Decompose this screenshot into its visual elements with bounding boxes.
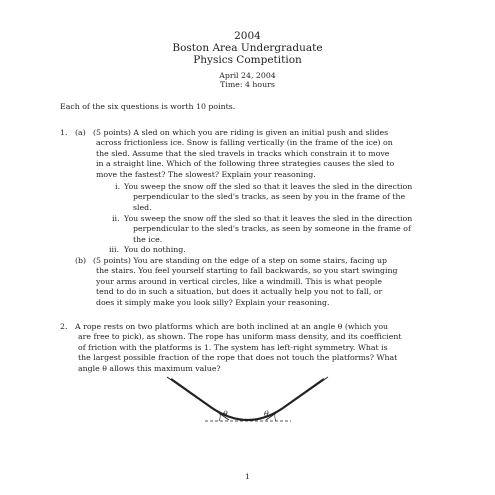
question-1a-line: the sled. Assume that the sled travels in tracks which constrain it to move	[96, 148, 390, 158]
question-2-line: A rope rests on two platforms which are both inclined at an angle θ (which you	[75, 322, 389, 331]
option-iii-label: iii.	[109, 245, 119, 254]
exam-year: 2004	[234, 30, 261, 42]
instructions: Each of the six questions is worth 10 points.	[60, 102, 236, 111]
option-line: sled.	[133, 202, 152, 212]
question-2-line: angle θ allows this maximum value?	[78, 363, 221, 373]
theta-label-right: θ	[264, 409, 269, 418]
question-1-number: 1.	[60, 128, 68, 137]
option-line: You sweep the snow off the sled so that it leaves the sled in the direction	[124, 182, 413, 191]
option-line: You sweep the snow off the sled so that it leaves the sled in the direction	[124, 214, 413, 223]
exam-title: Boston Area Undergraduate	[172, 42, 323, 54]
question-2-line: are free to pick), as shown. The rope has uniform mass density, and its coefficient	[78, 332, 402, 342]
exam-subtitle: Physics Competition	[193, 54, 302, 66]
right-angle-arc	[275, 414, 276, 421]
rope	[171, 379, 324, 420]
question-2-line: the largest possible fraction of the rope that does not touch the platforms? What	[78, 353, 398, 363]
option-line: You do nothing.	[124, 245, 186, 254]
left-angle-arc	[219, 414, 220, 421]
question-1a-line: across frictionless ice. Snow is falling vertically (in the frame of the ice) on	[96, 138, 393, 148]
question-1b-line: your arms around in vertical circles, like a windmill. This is what people	[96, 276, 382, 286]
question-1a-line: in a straight line. Which of the following three strategies causes the sled to	[96, 159, 395, 169]
question-1a-line: (5 points) A sled on which you are riding is given an initial push and slides	[93, 128, 389, 137]
exam-duration: Time: 4 hours	[220, 80, 275, 89]
theta-label-left: θ	[223, 409, 228, 418]
question-2-line: of friction with the platforms is 1. The system has left-right symmetry. What is	[78, 342, 388, 352]
question-1b-line: tend to do in such a situation, but does it actually help you not to fall, or	[96, 287, 383, 297]
option-i-label: i.	[115, 182, 120, 191]
question-1b-line: does it simply make you look silly? Explain your reasoning.	[96, 297, 330, 307]
question-1b-label: (b)	[75, 256, 87, 265]
option-line: perpendicular to the sled's tracks, as seen by someone in the frame of	[133, 224, 411, 234]
option-line: the ice.	[133, 234, 163, 244]
option-line: perpendicular to the sled's tracks, as seen by you in the frame of the	[133, 192, 406, 202]
page-number: 1	[245, 472, 250, 481]
question-2-number: 2.	[60, 322, 68, 331]
option-ii-label: ii.	[112, 214, 120, 223]
question-1a-label: (a)	[75, 128, 86, 137]
question-1b-line: (5 points) You are standing on the edge of a step on some stairs, facing up	[93, 256, 388, 265]
question-1b-line: the stairs. You feel yourself starting to fall backwards, so you start swinging	[96, 266, 398, 276]
exam-date: April 24, 2004	[219, 71, 276, 80]
question-1a-line: move the fastest? The slowest? Explain your reasoning.	[96, 169, 316, 179]
